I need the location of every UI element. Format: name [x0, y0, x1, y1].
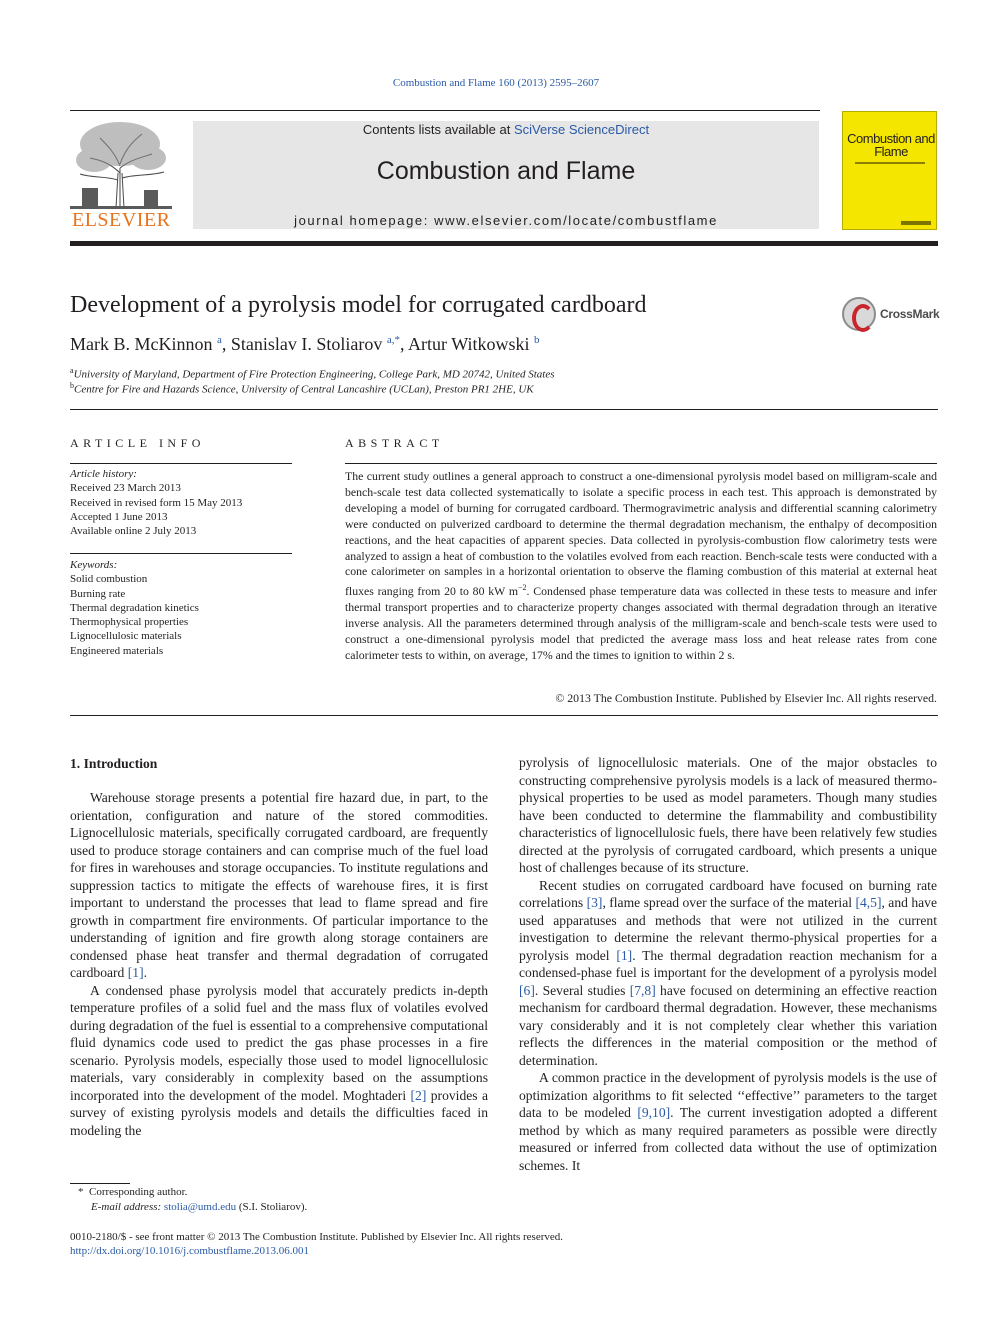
keyword: Thermal degradation kinetics [70, 601, 199, 614]
keyword: Lignocellulosic materials [70, 630, 182, 643]
abstract-copyright: © 2013 The Combustion Institute. Published by Elsevier Inc. All rights reserved. [555, 691, 937, 705]
keywords-label: Keywords: [70, 559, 118, 571]
contents-line [193, 122, 819, 137]
body-column-left [70, 789, 488, 1139]
article-history [70, 467, 292, 538]
reference-link[interactable]: [1] [127, 965, 144, 980]
reference-link[interactable]: [1] [616, 947, 633, 963]
paragraph: A condensed phase pyrolysis model that accurately predicts in-depth temperature profiles of a solid fuel and the mass flux of volatiles evolved during degradation of the fuel is essential to a comprehensive computational fluid dynamics code used to predict the gas phase processes in a fire scenario. Pyrolysis models, especially those used to model lignocellulosic materials, vary considerably in complexity based on the assumptions incorporated into the development of the model. Moghtaderi [2] provides a survey of existing pyrolysis models and details the difficulties faced in modeling the [70, 982, 489, 1138]
keywords-rule [70, 553, 292, 554]
cover-title: Combustion and Flame [847, 131, 935, 159]
cover-subtitle-bar [855, 162, 925, 164]
reference-link[interactable]: [9,10] [637, 1105, 671, 1120]
crossmark-badge[interactable] [842, 297, 942, 333]
article-info-rule [70, 463, 292, 464]
paragraph: Recent studies on corrugated cardboard have focused on burning rate correlations [3], flame spread over the surface of the material [4,5], and have used apparatuses and methods that were not utilized in the current investigation to determine the relevant thermo-physical properties for a pyrolysis model [1]. The thermal degradation reaction mechanism for a condensed-phase fuel is important for the development of a pyrolysis model [6]. Several studies [7,8] have focused on determining an effective reaction mechanism for cardboard thermal degradation. However, these mechanisms vary considerably and it is not completely clear whether this variation reflects the differences in the material composition or the method of determination. [519, 877, 938, 1068]
history-item: Accepted 1 June 2013 [70, 510, 168, 523]
header-rule [70, 110, 820, 111]
paragraph: Warehouse storage presents a potential fire hazard due, in part, to the orientation, configuration and nature of the stored commodities. Lignocellulosic materials, specifically corrugated cardboard, are frequently used to produce storage containers and can comprise much of the fuel load for fires in warehouses and storage occupancies. To institute regulations and suppression tactics to mitigate the effects of warehouse fires, it is first important to understand the processes that lead to flame spread and fire growth in compartment fire environments. Of particular importance to the understanding of ignition and fire growth along storage containers are condensed phase heat transfer and thermal degradation of corrugated cardboard [1]. [70, 790, 488, 980]
abstract-heading: ABSTRACT [345, 436, 444, 450]
crossmark-label: CrossMark [880, 307, 940, 321]
history-item: Received 23 March 2013 [70, 482, 181, 495]
body-column-right [519, 754, 937, 1174]
author-affiliation-marker[interactable]: a,* [386, 334, 401, 346]
keyword: Engineered materials [70, 644, 164, 657]
cover-footer-bar [901, 221, 931, 225]
contents-prefix: Contents lists available at [362, 122, 514, 137]
affiliation: $^a$University of Maryland, Department of Fire Protection Engineering, College Park, MD 20742, United States [70, 366, 555, 381]
elsevier-logo [70, 118, 172, 232]
paragraph: A common practice in the development of pyrolysis models is the use of optimization algorithms to fit selected ‘‘effective’’ parameters to the target data to be modeled [9,10]. The current investigation adopted a different method by which as many required parameters as possible were directly measured or inferred from collected data without the use of optimization schemes. It [519, 1070, 937, 1173]
author-affiliation-marker[interactable]: b [534, 334, 540, 346]
keywords [70, 558, 292, 658]
history-label: Article history: [70, 468, 137, 480]
journal-name: Combustion and Flame [376, 157, 636, 185]
issn-line: 0010-2180/$ - see front matter © 2013 The Combustion Institute. Published by Elsevier Inc. All rights reserved. [70, 1231, 563, 1243]
abstract-divider [70, 715, 938, 716]
journal-cover-thumbnail[interactable] [842, 111, 937, 230]
keyword: Burning rate [70, 587, 126, 600]
keyword: Solid combustion [70, 573, 148, 586]
article-info-heading: ARTICLE INFO [70, 436, 205, 450]
abstract-text: The current study outlines a general approach to construct a one-dimensional pyrolysis model based on milligram-scale and bench-scale test data collected systematically to isolate a specific process in each test. This approach is demonstrated by developing a model of burning for corrugated cardboard. Thermogravimetric analysis and differential scanning calorimetry were conducted on pulverized cardboard to determine the thermal degradation mechanism, the enthalpy of decomposition reactions, and the heat capacities of apparent species. Data collected in pyrolysis-combustion flow calorimetry tests were analyzed to assign a heat of combustion to the volatiles evolved from each reaction. Bench-scale tests were conducted with a cone calorimeter on samples in a horizontal orientation to observe the flaming combustion of this material at external heat fluxes ranging from 20 to 80 kW $m^{-2}$. Condensed phase temperature data was collected in these tests to measure and infer thermal transport properties and to characterize property changes associated with thermal degradation through an iterative inverse analysis. All the parameters determined through analysis of the milligram-scale and bench-scale tests were used to construct a one-dimensional pyrolysis model that predicted the average mass loss and heat release rates from cone calorimeter tests to within, on average, 17% and the times to ignition to within 2 s. [345, 469, 937, 662]
elsevier-tree-icon [70, 118, 172, 210]
reference-link[interactable]: [4,5] [855, 895, 882, 910]
elsevier-wordmark: ELSEVIER [72, 209, 171, 231]
affiliation: $^b$Centre for Fire and Hazards Science, University of Central Lancashire (UCLan), Preston PR1 2HE, UK [70, 381, 534, 396]
author-list: Mark B. McKinnon $^a$, Stanislav I. Stoliarov $^{a,*}$, Artur Witkowski $^b$ [70, 334, 540, 354]
email-note: E-mail address: stolia@umd.edu (S.I. Stoliarov). [91, 1201, 308, 1213]
history-item: Available online 2 July 2013 [70, 525, 197, 538]
journal-homepage[interactable]: journal homepage: www.elsevier.com/locate/combustflame [294, 213, 718, 228]
footnote-rule [70, 1183, 130, 1184]
author-name[interactable]: Stanislav I. Stoliarov [230, 334, 383, 354]
paragraph: pyrolysis of lignocellulosic materials. One of the major obstacles to constructing comprehensive pyrolysis models is a lack of measured thermo-physical properties to be used as model parameters. Though many studies have been conducted to determine the flammability and combustibility characteristics of lignocellulosic fuels, there have been relatively few studies directed at the pyrolysis of corrugated cardboard, which presents a unique host of challenges because of its structure. [519, 755, 937, 875]
crossmark-icon [842, 297, 876, 331]
section-heading: 1. Introduction [70, 756, 158, 771]
doi-link[interactable]: http://dx.doi.org/10.1016/j.combustflame.2013.06.001 [70, 1245, 310, 1257]
article-title: Development of a pyrolysis model for corrugated cardboard [70, 292, 647, 318]
journal-citation[interactable]: Combustion and Flame 160 (2013) 2595–2607 [392, 77, 600, 89]
history-item: Received in revised form 15 May 2013 [70, 496, 243, 509]
keyword: Thermophysical properties [70, 616, 189, 629]
reference-link[interactable]: [3] [586, 895, 603, 910]
email-link[interactable]: stolia@umd.edu [163, 1201, 237, 1213]
abstract-rule [345, 463, 937, 464]
corresponding-author-note: * Corresponding author. [78, 1186, 188, 1198]
author-affiliation-marker[interactable]: a [217, 334, 222, 346]
reference-link[interactable]: [6] [519, 982, 535, 998]
header-thick-rule [70, 241, 938, 246]
title-divider [70, 409, 938, 410]
sciencedirect-link[interactable]: SciVerse ScienceDirect [513, 122, 650, 137]
journal-banner [193, 121, 819, 229]
author-name[interactable]: Mark B. McKinnon [70, 334, 213, 354]
reference-link[interactable]: [2] [410, 1087, 427, 1103]
reference-link[interactable]: [7,8] [629, 982, 656, 998]
author-name[interactable]: Artur Witkowski [408, 334, 530, 354]
